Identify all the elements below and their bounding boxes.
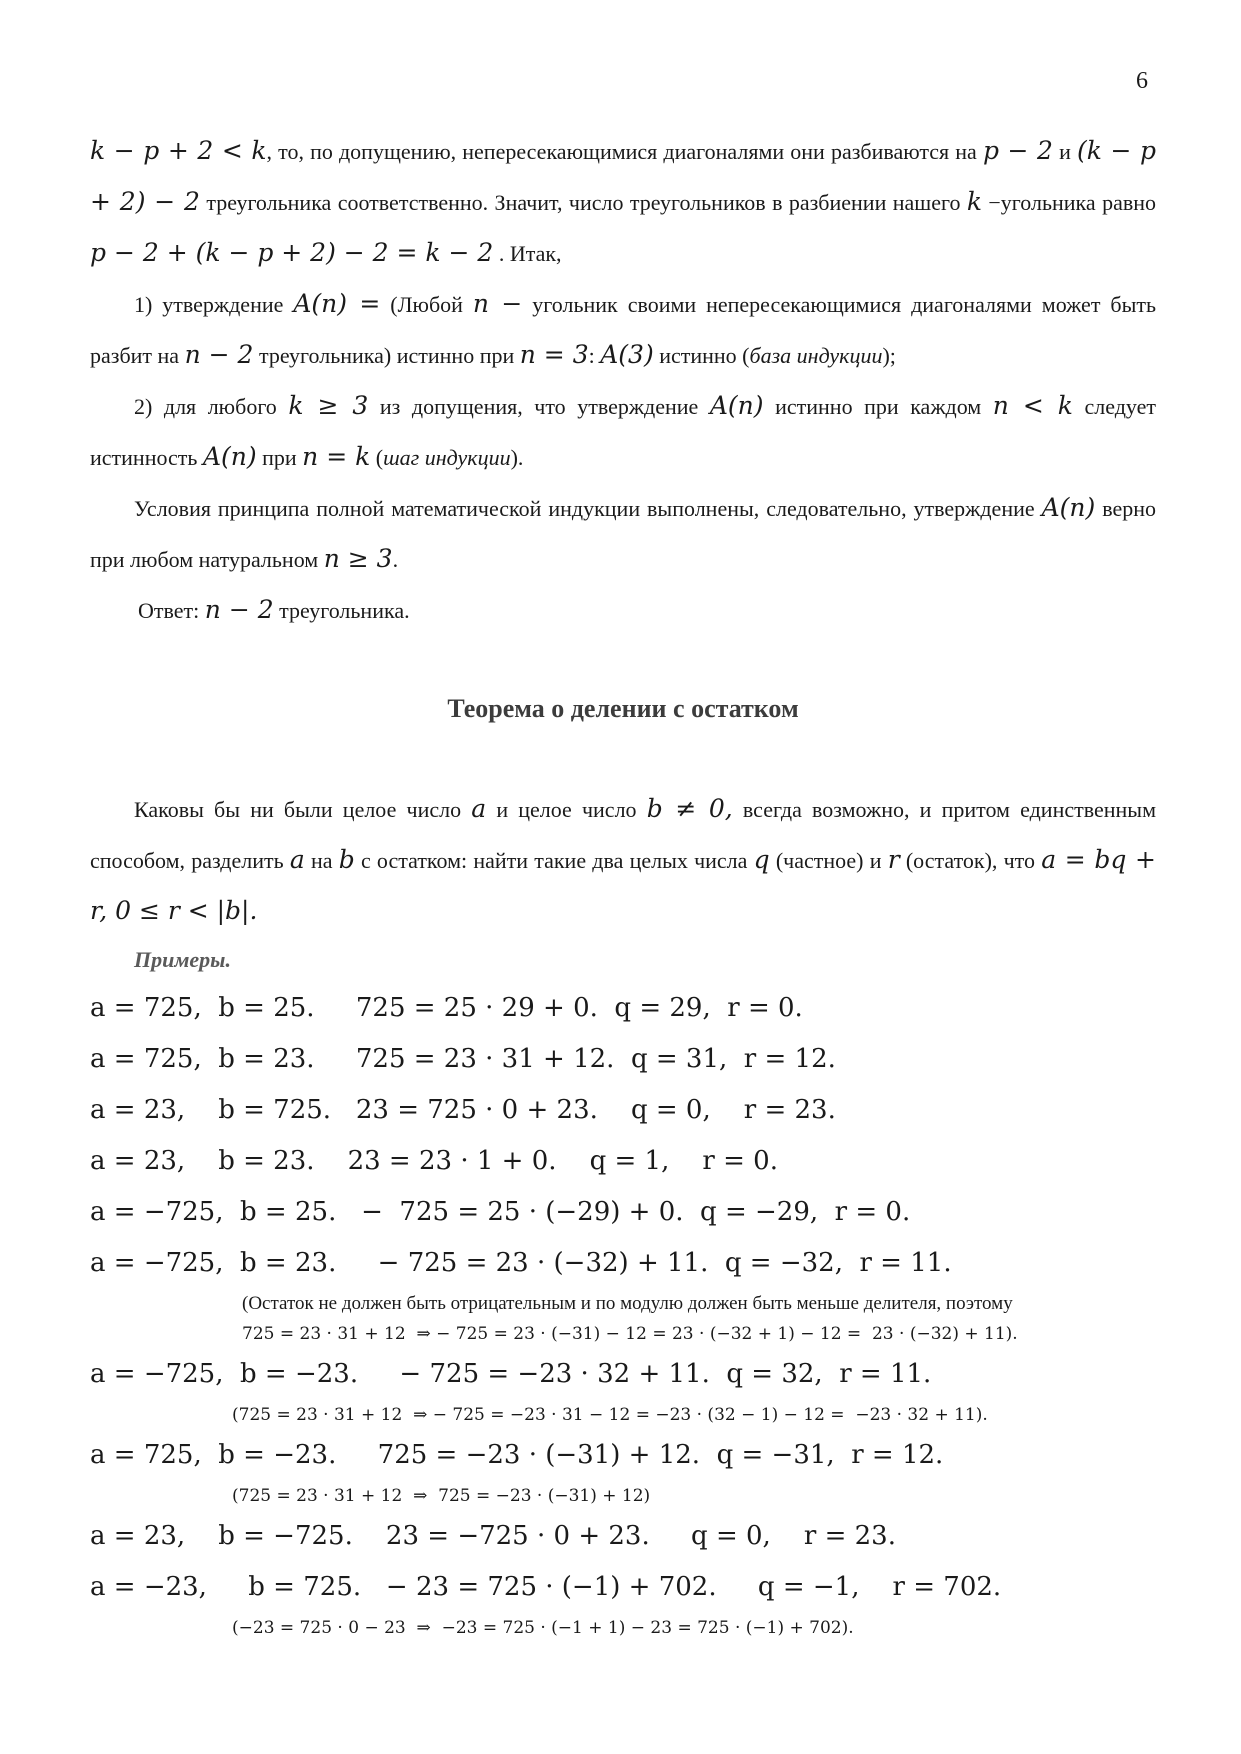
math: n = 3 [519, 340, 589, 369]
text: истинно при каждом [763, 394, 993, 419]
math: k ≥ 3 [288, 391, 369, 420]
page-content [90, 126, 1156, 1643]
text: . Итак, [493, 241, 562, 266]
math: p − 2 [982, 136, 1053, 165]
page-number: 6 [1136, 68, 1148, 94]
example-line: a = 23, b = −725. 23 = −725 · 0 + 23. q = 0, r = 23. [90, 1521, 896, 1551]
math: a [289, 845, 305, 874]
text: Ответ: [138, 598, 205, 623]
text: , то, по допущению, непересекающимися диагоналями они разбиваются на [266, 139, 983, 164]
example-line: a = −725, b = 23. − 725 = 23 · (−32) + 11. q = −32, r = 11. [90, 1248, 952, 1278]
math: r [887, 845, 900, 874]
example-line: a = 725, b = 23. 725 = 23 · 31 + 12. q = 31, r = 12. [90, 1044, 836, 1074]
section-heading: Теорема о делении с остатком [447, 694, 799, 723]
example-line: a = 725, b = −23. 725 = −23 · (−31) + 12. q = −31, r = 12. [90, 1440, 944, 1470]
text: треугольника) истинно при [253, 343, 520, 368]
math: k − p + 2 < k [90, 136, 267, 165]
text: верно при любом натуральном [90, 496, 1156, 572]
math: A(n) [709, 391, 764, 420]
example-line: a = −725, b = 25. − 725 = 25 · (−29) + 0. q = −29, r = 0. [90, 1197, 911, 1227]
text: и [1052, 139, 1077, 164]
text: 1) утверждение [134, 292, 294, 317]
paragraph-proof-end [90, 126, 1156, 279]
text: ); [882, 343, 896, 368]
text: (Любой [380, 292, 473, 317]
text: треугольника. [273, 598, 410, 623]
list-item-base [90, 279, 1156, 381]
math: a [471, 794, 487, 823]
text: при [256, 445, 303, 470]
math: a = bq + r, 0 ≤ r < |b|. [90, 845, 1156, 925]
emphasis: база индукции [749, 343, 883, 368]
text: Условия принципа полной математической индукции выполнены, следовательно, утверждение [134, 496, 1042, 521]
note-remainder [242, 1289, 1156, 1349]
text: : [588, 343, 601, 368]
note-line: (725 = 23 · 31 + 12 ⇒ 725 = −23 · (−31) + 12) [232, 1486, 651, 1506]
text: истинно ( [653, 343, 750, 368]
example-line: a = 725, b = 25. 725 = 25 · 29 + 0. q = 29, r = 0. [90, 993, 803, 1023]
math: n − 2 [204, 595, 274, 624]
text: всегда возможно, и притом единственным способом, разделить [90, 797, 1156, 873]
math: b ≠ 0, [646, 794, 733, 823]
note-text: (Остаток не должен быть отрицательным и по модулю должен быть меньше делителя, поэтому [242, 1293, 1013, 1314]
math: (k − p + 2) − 2 [90, 136, 1157, 216]
math: p − 2 + (k − p + 2) − 2 = k − 2 [90, 238, 494, 267]
text: угольник своими непересекающимися диагоналями может быть разбит на [90, 292, 1157, 368]
examples-title: Примеры. [134, 947, 231, 972]
math: n = k [302, 442, 371, 471]
example-line: a = −23, b = 725. − 23 = 725 · (−1) + 702. q = −1, r = 702. [90, 1572, 1002, 1602]
text: (частное) и [769, 848, 888, 873]
example-line: a = 23, b = 23. 23 = 23 · 1 + 0. q = 1, r = 0. [90, 1146, 778, 1176]
text: следует истинность [90, 394, 1156, 470]
math: n < k [992, 391, 1073, 420]
math: A(n) [202, 442, 257, 471]
math: k [966, 187, 983, 216]
list-item-step [90, 381, 1156, 483]
text: треугольника соответственно. Значит, число треугольников в разбиении нашего [199, 190, 967, 215]
math: n − [472, 289, 523, 318]
theorem-statement [90, 784, 1156, 937]
text: 2) для любого [134, 394, 289, 419]
math: A(n) = [293, 289, 381, 318]
example-line: a = −725, b = −23. − 725 = −23 · 32 + 11. q = 32, r = 11. [90, 1359, 932, 1389]
text: ). [510, 445, 524, 470]
text: ( [370, 445, 384, 470]
math: q [753, 845, 770, 874]
math: A(n) [1041, 493, 1096, 522]
answer-line [138, 585, 1156, 636]
note-line: (−23 = 725 · 0 − 23 ⇒ −23 = 725 · (−1 + 1) − 23 = 725 · (−1) + 702). [232, 1618, 854, 1638]
text: . [392, 547, 399, 572]
text: с остатком: найти такие два целых числа [354, 848, 754, 873]
paragraph-conclusion [90, 483, 1156, 585]
math: b [338, 845, 355, 874]
text: из допущения, что утверждение [368, 394, 710, 419]
text: −угольника равно [982, 190, 1156, 215]
math: A(3) [600, 340, 654, 369]
text: (остаток), что [899, 848, 1042, 873]
text: на [304, 848, 339, 873]
math: n − 2 [184, 340, 254, 369]
text: и целое число [486, 797, 647, 822]
emphasis: шаг индукции [383, 445, 511, 470]
example-line: a = 23, b = 725. 23 = 725 · 0 + 23. q = 0, r = 23. [90, 1095, 836, 1125]
note-line: (725 = 23 · 31 + 12 ⇒ − 725 = −23 · 31 − 12 = −23 · (32 − 1) − 12 = −23 · 32 + 11). [232, 1405, 988, 1425]
math: n ≥ 3 [323, 544, 393, 573]
note-math: 725 = 23 · 31 + 12 ⇒ − 725 = 23 · (−31) − 12 = 23 · (−32 + 1) − 12 = 23 · (−32) + 11). [242, 1324, 1018, 1344]
text: Каковы бы ни были целое число [134, 797, 472, 822]
